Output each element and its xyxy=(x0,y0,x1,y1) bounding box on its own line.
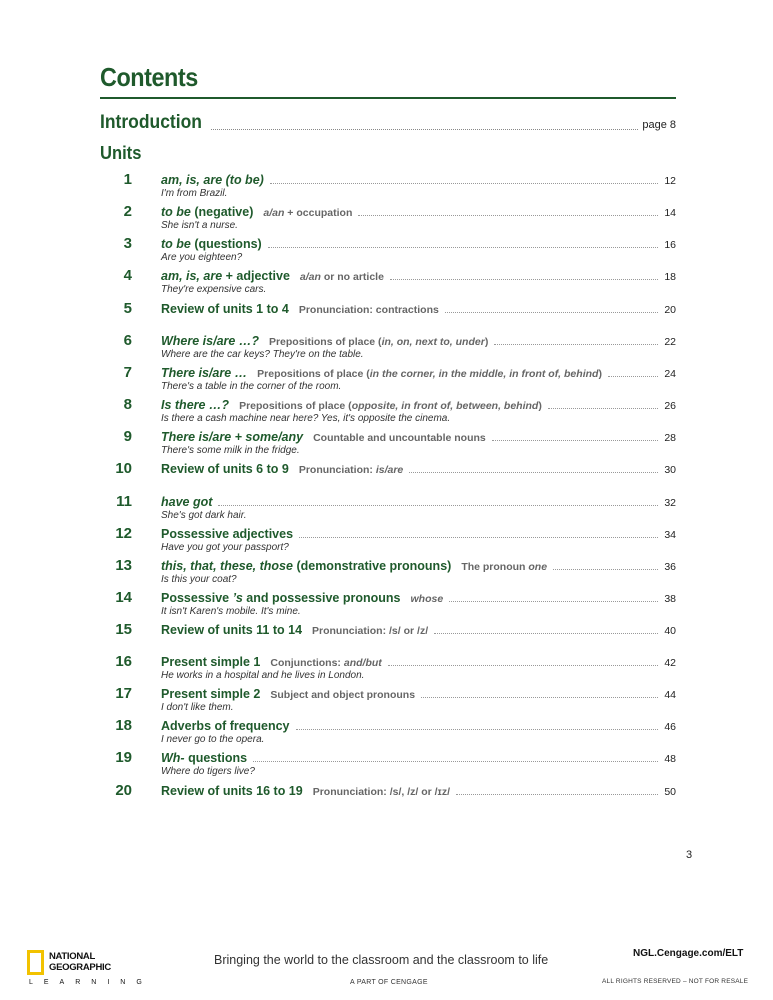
footer-tagline: Bringing the world to the classroom and the classroom to life xyxy=(214,953,549,967)
unit-number: 16 xyxy=(115,653,132,670)
unit-line xyxy=(161,719,676,733)
unit-number: 15 xyxy=(115,621,132,638)
unit-page-number: 40 xyxy=(664,625,676,637)
dot-leader xyxy=(553,569,658,570)
unit-number: 5 xyxy=(123,300,132,317)
unit-page-number: 22 xyxy=(664,336,676,348)
unit-line xyxy=(161,559,676,573)
unit-example: Are you eighteen? xyxy=(161,252,243,263)
unit-line xyxy=(161,751,676,765)
unit-title: to be (questions) xyxy=(161,237,262,251)
title-rule xyxy=(100,97,676,99)
unit-number: 2 xyxy=(123,203,132,220)
unit-subtopic: The pronoun one xyxy=(461,561,548,573)
unit-title: Possessive adjectives xyxy=(161,527,294,541)
unit-page-number: 50 xyxy=(664,786,676,798)
footer-cengage: A PART OF CENGAGE xyxy=(350,979,428,986)
dot-leader xyxy=(456,794,658,795)
unit-subtopic: Conjunctions: and/but xyxy=(270,657,382,669)
unit-line xyxy=(161,430,676,444)
unit-number: 7 xyxy=(123,364,132,381)
dot-leader xyxy=(299,537,658,538)
unit-number: 13 xyxy=(115,557,132,574)
unit-line xyxy=(161,366,676,380)
dot-leader xyxy=(388,665,659,666)
unit-line xyxy=(161,462,676,476)
unit-subtopic: Pronunciation: contractions xyxy=(298,304,439,316)
unit-page-number: 44 xyxy=(664,689,676,701)
introduction-row[interactable] xyxy=(100,112,676,134)
unit-number: 10 xyxy=(115,460,132,477)
logo-line-geographic: GEOGRAPHIC xyxy=(49,962,111,973)
unit-title: There is/are … xyxy=(161,366,248,380)
unit-subtopic: Prepositions of place (in, on, next to, under) xyxy=(268,336,489,348)
unit-line xyxy=(161,591,676,605)
unit-title: Where is/are …? xyxy=(161,334,259,348)
unit-example: Where do tigers live? xyxy=(161,766,255,777)
unit-title: There is/are + some/any xyxy=(161,430,304,444)
unit-example: It isn't Karen's mobile. It's mine. xyxy=(161,606,301,617)
unit-title: Review of units 16 to 19 xyxy=(161,784,303,798)
unit-example: She's got dark hair. xyxy=(161,510,247,521)
unit-title: am, is, are (to be) xyxy=(161,173,264,187)
unit-number: 6 xyxy=(123,332,132,349)
unit-title: Present simple 2 xyxy=(161,687,261,701)
unit-line xyxy=(161,784,676,798)
unit-page-number: 46 xyxy=(664,721,676,733)
unit-title: Is there …? xyxy=(161,398,230,412)
unit-page-number: 36 xyxy=(664,561,676,573)
unit-example: Have you got your passport? xyxy=(161,542,289,553)
unit-line xyxy=(161,334,676,348)
unit-number: 12 xyxy=(115,525,132,542)
unit-number: 4 xyxy=(123,267,132,284)
units-heading: Units xyxy=(100,143,142,163)
introduction-page: page 8 xyxy=(642,119,676,131)
unit-subtopic: whose xyxy=(410,593,444,605)
unit-example: Is this your coat? xyxy=(161,574,237,585)
unit-number: 3 xyxy=(123,235,132,252)
unit-line xyxy=(161,623,676,637)
unit-line xyxy=(161,527,676,541)
unit-example: They're expensive cars. xyxy=(161,284,267,295)
unit-page-number: 28 xyxy=(664,432,676,444)
logo-line-learning: LEARNING xyxy=(29,979,153,986)
dot-leader xyxy=(296,729,659,730)
introduction-label: Introduction xyxy=(100,112,202,133)
dot-leader xyxy=(268,247,659,248)
unit-subtopic: a/an or no article xyxy=(299,271,384,283)
unit-page-number: 38 xyxy=(664,593,676,605)
unit-title: have got xyxy=(161,495,213,509)
dot-leader xyxy=(445,312,658,313)
unit-subtopic: Pronunciation: /s/, /z/ or /ɪz/ xyxy=(312,786,450,798)
dot-leader xyxy=(270,183,659,184)
unit-title: Present simple 1 xyxy=(161,655,261,669)
logo-line-national: NATIONAL xyxy=(49,951,95,962)
unit-page-number: 34 xyxy=(664,529,676,541)
unit-number: 1 xyxy=(123,171,132,188)
dot-leader xyxy=(409,472,658,473)
unit-line xyxy=(161,173,676,187)
unit-subtopic: Pronunciation: is/are xyxy=(298,464,404,476)
dot-leader xyxy=(492,440,659,441)
dot-leader xyxy=(548,408,658,409)
unit-page-number: 24 xyxy=(664,368,676,380)
unit-title: to be (negative) xyxy=(161,205,254,219)
unit-title: Review of units 11 to 14 xyxy=(161,623,303,637)
unit-number: 9 xyxy=(123,428,132,445)
unit-number: 20 xyxy=(115,782,132,799)
unit-page-number: 26 xyxy=(664,400,676,412)
unit-page-number: 20 xyxy=(664,304,676,316)
unit-title: Adverbs of frequency xyxy=(161,719,290,733)
unit-page-number: 30 xyxy=(664,464,676,476)
unit-subtopic: Prepositions of place (opposite, in front of, between, behind) xyxy=(239,400,542,412)
unit-number: 8 xyxy=(123,396,132,413)
unit-line xyxy=(161,495,676,509)
unit-number: 19 xyxy=(115,749,132,766)
unit-line xyxy=(161,237,676,251)
unit-subtopic: a/an + occupation xyxy=(263,207,353,219)
dot-leader xyxy=(494,344,658,345)
unit-line xyxy=(161,398,676,412)
unit-page-number: 48 xyxy=(664,753,676,765)
footer-rights: ALL RIGHTS RESERVED – NOT FOR RESALE xyxy=(602,978,749,985)
unit-number: 18 xyxy=(115,717,132,734)
unit-page-number: 32 xyxy=(664,497,676,509)
dot-leader xyxy=(218,505,658,506)
dot-leader xyxy=(449,601,658,602)
dot-leader xyxy=(390,279,658,280)
unit-subtopic: Countable and uncountable nouns xyxy=(313,432,486,444)
unit-title: this, that, these, those (demonstrative pronouns) xyxy=(161,559,452,573)
unit-line xyxy=(161,302,676,316)
unit-number: 14 xyxy=(115,589,132,606)
unit-title: Wh- questions xyxy=(161,751,248,765)
unit-example: Is there a cash machine near here? Yes, it's opposite the cinema. xyxy=(161,413,451,424)
unit-line xyxy=(161,269,676,283)
unit-line xyxy=(161,205,676,219)
unit-page-number: 12 xyxy=(664,175,676,187)
unit-example: I'm from Brazil. xyxy=(161,188,228,199)
national-geographic-learning-logo xyxy=(27,950,153,990)
yellow-border-icon xyxy=(27,950,44,975)
unit-example: There's a table in the corner of the room. xyxy=(161,381,342,392)
dot-leader xyxy=(211,129,639,130)
unit-line xyxy=(161,687,676,701)
dot-leader xyxy=(358,215,658,216)
unit-page-number: 42 xyxy=(664,657,676,669)
unit-subtopic: Pronunciation: /s/ or /z/ xyxy=(312,625,429,637)
page-number: 3 xyxy=(686,849,693,861)
unit-line xyxy=(161,655,676,669)
unit-page-number: 14 xyxy=(664,207,676,219)
unit-example: There's some milk in the fridge. xyxy=(161,445,300,456)
dot-leader xyxy=(253,761,658,762)
unit-title: Review of units 1 to 4 xyxy=(161,302,289,316)
unit-example: Where are the car keys? They're on the table. xyxy=(161,349,364,360)
unit-number: 11 xyxy=(116,493,132,510)
footer-url[interactable]: NGL.Cengage.com/ELT xyxy=(633,948,744,959)
unit-title: Possessive ’s and possessive pronouns xyxy=(161,591,401,605)
unit-example: I don't like them. xyxy=(161,702,234,713)
unit-page-number: 16 xyxy=(664,239,676,251)
dot-leader xyxy=(421,697,658,698)
dot-leader xyxy=(608,376,658,377)
unit-example: She isn't a nurse. xyxy=(161,220,238,231)
unit-number: 17 xyxy=(115,685,132,702)
unit-page-number: 18 xyxy=(664,271,676,283)
unit-example: I never go to the opera. xyxy=(161,734,265,745)
unit-example: He works in a hospital and he lives in London. xyxy=(161,670,365,681)
contents-title: Contents xyxy=(100,62,198,92)
unit-subtopic: Prepositions of place (in the corner, in the middle, in front of, behind) xyxy=(257,368,602,380)
unit-title: am, is, are + adjective xyxy=(161,269,290,283)
unit-title: Review of units 6 to 9 xyxy=(161,462,289,476)
dot-leader xyxy=(434,633,658,634)
unit-subtopic: Subject and object pronouns xyxy=(270,689,416,701)
